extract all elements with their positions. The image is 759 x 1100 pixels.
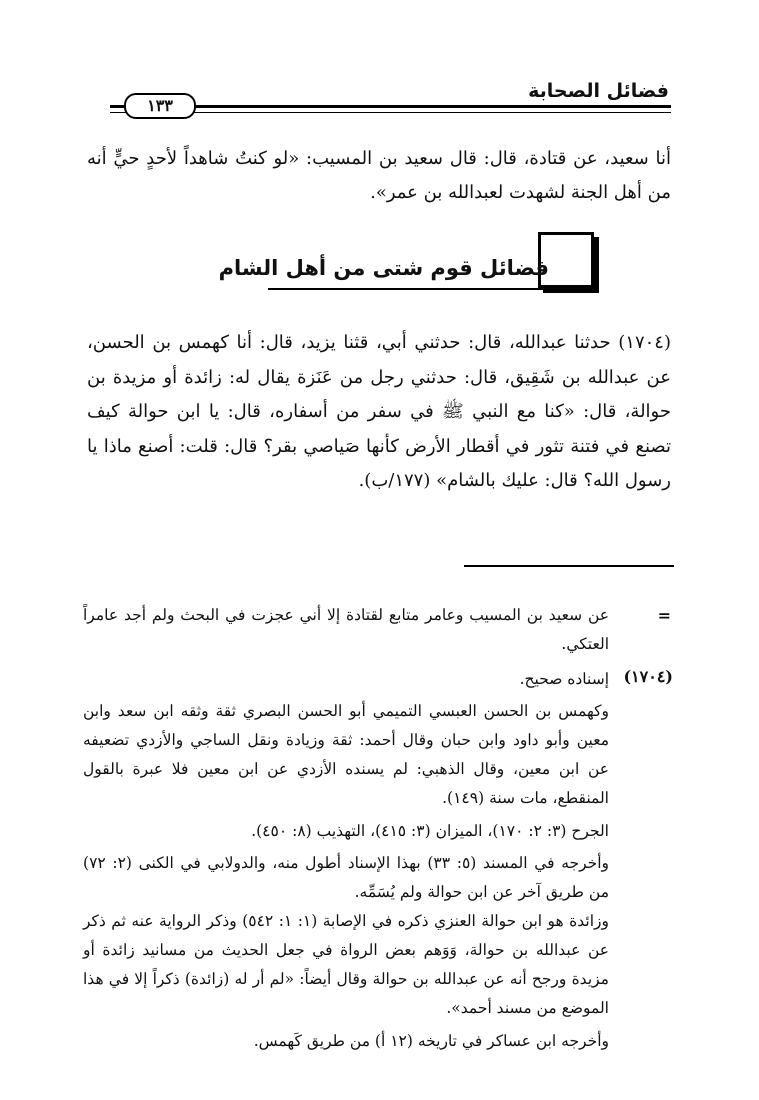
intro-paragraph: أنا سعيد، عن قتادة، قال: قال سعيد بن المسيب: «لو كنتُ شاهداً لأحدٍ حيٍّ أنه من أهل الجنة لشهدت لعبدالله بن عمر». [87, 148, 671, 203]
footnote-paragraph: وكهمس بن الحسن العبسي التميمي أبو الحسن البصري ثقة وثقه ابن سعد وابن معين وأبو داود وابن حبان وقال أحمد: ثقة وزيادة ونقل الساجي والأزدي تضعيفه عن ابن معين، وقال الذهبي: لم يسنده الأزدي عن ابن معين فلا عبرة بالقول المنقطع، مات سنة (١٤٩). [83, 702, 609, 807]
footnote-number: (١٧٠٤) [623, 667, 673, 686]
hadith-paragraph: (١٧٠٤) حدثنا عبدالله، قال: حدثني أبي، قثنا يزيد، قال: أنا كهمس بن الحسن، عن عبدالله بن شَقِيق، قال: حدثني رجل من عَنَزة يقال له: زائدة أو مزيدة بن حوالة، قال: «كنا مع النبي ﷺ في سفر من أسفاره، قال: يا ابن حوالة كيف تصنع في فتنة تثور في أقطار الأرض كأنها صَياصي بقر؟ قال: قلت: أصنع ماذا يا رسول الله؟ قال: عليك بالشام» (١٧٧/ب). [87, 332, 671, 491]
running-title: فضائل الصحابة [528, 80, 669, 102]
footnote-continuation-text: عن سعيد بن المسيب وعامر متابع لقتادة إلا أني عجزت في البحث ولم أجد عامراً العتكي. [83, 606, 609, 653]
section-heading: فضائل قوم شتى من أهل الشام [218, 256, 549, 280]
page-number: ١٣٣ [124, 93, 196, 119]
footnote-paragraph: وزائدة هو ابن حوالة العنزي ذكره في الإصابة (١: ١: ٥٤٢) وذكر الرواية عنه ثم ذكر عن عبدالله بن حوالة، وَوَهم بعض الرواة في جعل الحديث من مسانيد زائدة أو مزيدة ورجح أنه عن عبدالله بن حوالة وقال أيضاً: «لم أر له (زائدة) ذكراً إلا في هذا الموضع من مسند أحمد». [83, 912, 609, 1017]
footnote-paragraph: إسناده صحيح. [519, 670, 609, 688]
heading-underline [268, 288, 548, 290]
footnote-separator [464, 565, 674, 567]
footnote-paragraph: وأخرجه ابن عساكر في تاريخه (١٢ أ) من طريق كَهمس. [253, 1032, 609, 1050]
footnote-paragraph: وأخرجه في المسند (٥: ٣٣) بهذا الإسناد أطول منه، والدولابي في الكنى (٢: ٧٢) من طريق آخر عن ابن حوالة ولم يُسَمِّه. [83, 854, 610, 901]
footnote-paragraph: الجرح (٣: ٢: ١٧٠)، الميزان (٣: ٤١٥)، التهذيب (٨: ٤٥٠). [251, 822, 609, 840]
footnote-continuation-marker: = [657, 606, 671, 625]
